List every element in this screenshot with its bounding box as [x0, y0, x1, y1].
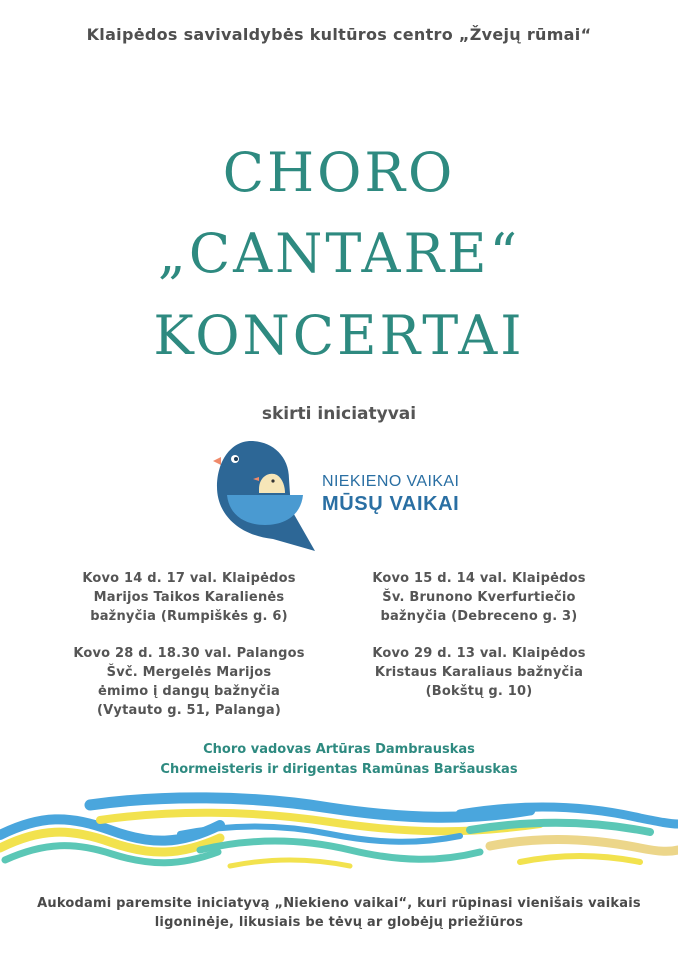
event-line: Kovo 29 d. 13 val. Klaipėdos — [372, 646, 586, 661]
event-line: (Bokštų g. 10) — [425, 684, 533, 699]
decorative-waves — [0, 790, 678, 890]
event-line: Šv. Brunono Kverfurtiečio — [382, 590, 576, 605]
title-line-2: „CANTARE“ — [157, 222, 521, 285]
title-line-3: KONCERTAI — [153, 304, 525, 367]
event-line: Kovo 15 d. 14 val. Klaipėdos — [372, 571, 586, 586]
event-line: (Vytauto g. 51, Palanga) — [97, 703, 281, 718]
event-line: bažnyčia (Debreceno g. 3) — [380, 609, 578, 624]
choirmaster-credit: Chormeisteris ir dirigentas Ramūnas Baršauskas — [160, 762, 518, 777]
title-line-1: CHORO — [222, 141, 456, 204]
organizer-heading: Klaipėdos savivaldybės kultūros centro „Žvejų rūmai“ — [86, 25, 592, 44]
event-block-4 — [334, 644, 624, 701]
event-line: bažnyčia (Rumpiškės g. 6) — [90, 609, 288, 624]
event-line: ėmimo į dangų bažnyčia — [98, 684, 280, 699]
footer-line-1: Aukodami paremsite iniciatyvą „Niekieno vaikai“, kuri rūpinasi vienišais vaikais — [37, 896, 641, 911]
conductor-credit: Choro vadovas Artūras Dambrauskas — [203, 742, 475, 757]
event-line: Kristaus Karaliaus bažnyčia — [374, 665, 584, 680]
subtitle: skirti iniciatyvai — [261, 404, 417, 424]
event-line: Kovo 28 d. 18.30 val. Palangos — [73, 646, 305, 661]
event-line: Švč. Mergelės Marijos — [106, 665, 272, 680]
event-line: Marijos Taikos Karalienės — [93, 590, 285, 605]
event-block-1 — [44, 569, 334, 626]
footer-line-2: ligoninėje, likusiais be tėvų ar globėjų priežiūros — [154, 915, 524, 930]
logo-text-line-2: MŪSŲ VAIKAI — [322, 493, 460, 515]
event-line: Kovo 14 d. 17 val. Klaipėdos — [82, 571, 296, 586]
bird-in-nest-icon — [213, 439, 317, 553]
logo-text-line-1: NIEKIENO VAIKAI — [322, 473, 460, 490]
event-block-3 — [44, 644, 334, 720]
event-block-2 — [334, 569, 624, 626]
